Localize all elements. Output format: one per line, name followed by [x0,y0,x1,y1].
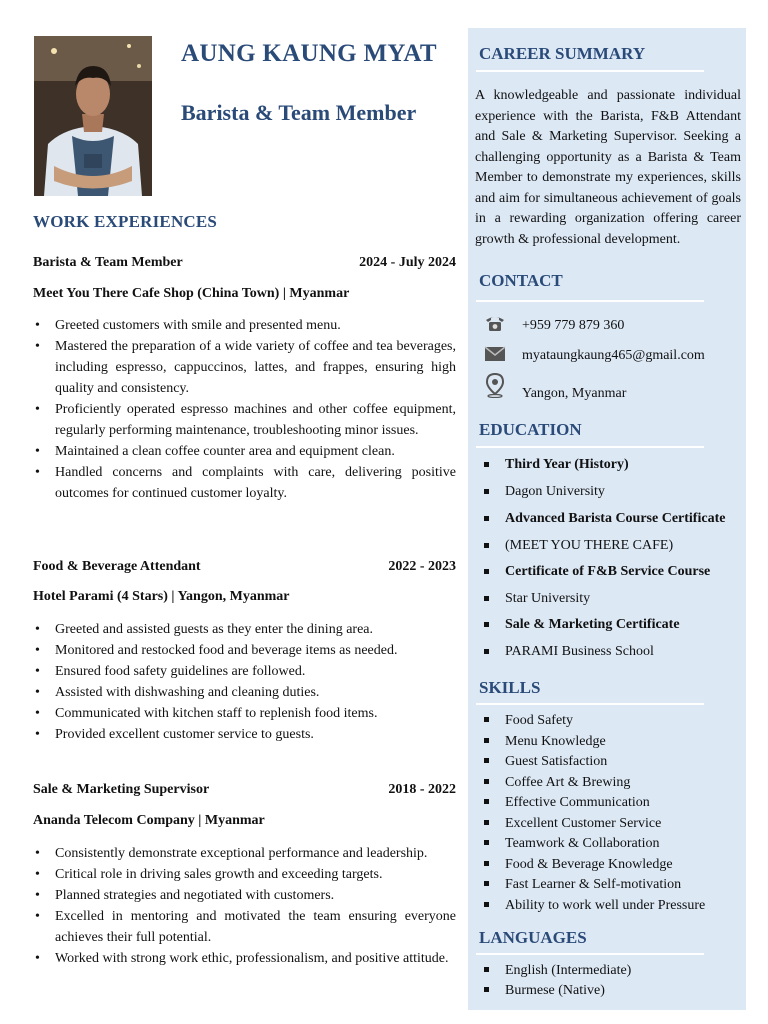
languages-list [477,961,745,1000]
job-dates: 2022 - 2023 [388,559,456,574]
list-item: Food & Beverage Knowledge [477,855,745,876]
career-summary-text: A knowledgeable and passionate individual experience with the Barista, F&B Attendant and Sale & Marketing Supervisor. Seeking a challenging opportunity as a Barista & Team Member to demonstrate my experiences, skills and aim for simultaneous achievement of goals in a rewarding organization offering career growth & professional development. [475,88,741,247]
contact-location: Yangon, Myanmar [522,386,627,401]
list-item: • Critical role in driving sales growth and exceeding targets. [33,864,456,885]
job-duties-list [33,315,456,504]
list-item: Food Safety [477,711,745,732]
list-item: Effective Communication [477,793,745,814]
list-item: Teamwork & Collaboration [477,834,745,855]
list-item: Guest Satisfaction [477,752,745,773]
contact-phone: +959 779 879 360 [522,318,625,333]
list-item: • Communicated with kitchen staff to replenish food items. [33,703,456,724]
list-item: Sale & Marketing Certificate [477,616,745,643]
languages-heading: LANGUAGES [479,928,587,947]
candidate-role: Barista & Team Member [181,100,417,125]
divider [476,70,704,72]
profile-photo [34,36,152,196]
list-item: • Planned strategies and negotiated with customers. [33,885,456,906]
list-item: Third Year (History) [477,456,745,483]
list-item: Coffee Art & Brewing [477,773,745,794]
phone-icon [483,312,507,334]
education-place: Dagon University [477,483,745,503]
contact-heading: CONTACT [479,271,563,290]
list-item: • Consistently demonstrate exceptional performance and leadership. [33,843,456,864]
list-item: • Monitored and restocked food and beverage items as needed. [33,640,456,661]
list-item: Excellent Customer Service [477,814,745,835]
candidate-name: AUNG KAUNG MYAT [181,40,437,67]
job-duties-list [33,843,456,969]
list-item: • Greeted customers with smile and presented menu. [33,315,456,336]
job-title: Barista & Team Member [33,255,183,270]
list-item: Burmese (Native) [477,981,745,1001]
list-item: • Handled concerns and complaints with care, delivering positive outcomes for continued customer loyalty. [33,462,456,504]
skills-heading: SKILLS [479,678,541,697]
list-item: Advanced Barista Course Certificate [477,510,745,537]
education-place: PARAMI Business School [477,643,745,663]
list-item: • Excelled in mentoring and motivated the team ensuring everyone achieves their full potential. [33,906,456,948]
location-pin-icon [483,374,507,396]
job-title: Food & Beverage Attendant [33,559,201,574]
work-experiences-heading: WORK EXPERIENCES [33,212,218,231]
list-item: • Mastered the preparation of a wide variety of coffee and tea beverages, including espresso, cappuccinos, lattes, and frappes, ensuring high quality and consistency. [33,336,456,399]
job-duties-list [33,619,456,745]
education-list [477,456,745,503]
education-list [477,510,745,557]
list-item: English (Intermediate) [477,961,745,981]
education-list [477,616,745,663]
list-item: Certificate of F&B Service Course [477,563,745,590]
contact-email: myataungkaung465@gmail.com [522,348,705,363]
divider [476,953,704,955]
divider [476,300,704,302]
list-item: • Ensured food safety guidelines are followed. [33,661,456,682]
job-company: Meet You There Cafe Shop (China Town) | Myanmar [33,286,350,301]
list-item: • Worked with strong work ethic, professionalism, and positive attitude. [33,948,456,969]
job-dates: 2024 - July 2024 [359,255,456,270]
education-list [477,563,745,610]
education-place: Star University [477,590,745,610]
list-item: Menu Knowledge [477,732,745,753]
envelope-icon [483,343,507,365]
education-heading: EDUCATION [479,420,582,439]
job-dates: 2018 - 2022 [388,782,456,797]
list-item: • Assisted with dishwashing and cleaning duties. [33,682,456,703]
career-summary-heading: CAREER SUMMARY [479,44,646,63]
list-item: • Maintained a clean coffee counter area and equipment clean. [33,441,456,462]
divider [476,703,704,705]
list-item: Ability to work well under Pressure [477,896,745,917]
list-item: • Greeted and assisted guests as they enter the dining area. [33,619,456,640]
job-title: Sale & Marketing Supervisor [33,782,210,797]
job-company: Ananda Telecom Company | Myanmar [33,813,265,828]
skills-list [477,711,745,916]
list-item: Fast Learner & Self-motivation [477,875,745,896]
job-company: Hotel Parami (4 Stars) | Yangon, Myanmar [33,589,290,604]
divider [476,446,704,448]
list-item: • Provided excellent customer service to guests. [33,724,456,745]
education-place: (MEET YOU THERE CAFE) [477,537,745,557]
list-item: • Proficiently operated espresso machines and other coffee equipment, regularly performing maintenance, troubleshooting minor issues. [33,399,456,441]
